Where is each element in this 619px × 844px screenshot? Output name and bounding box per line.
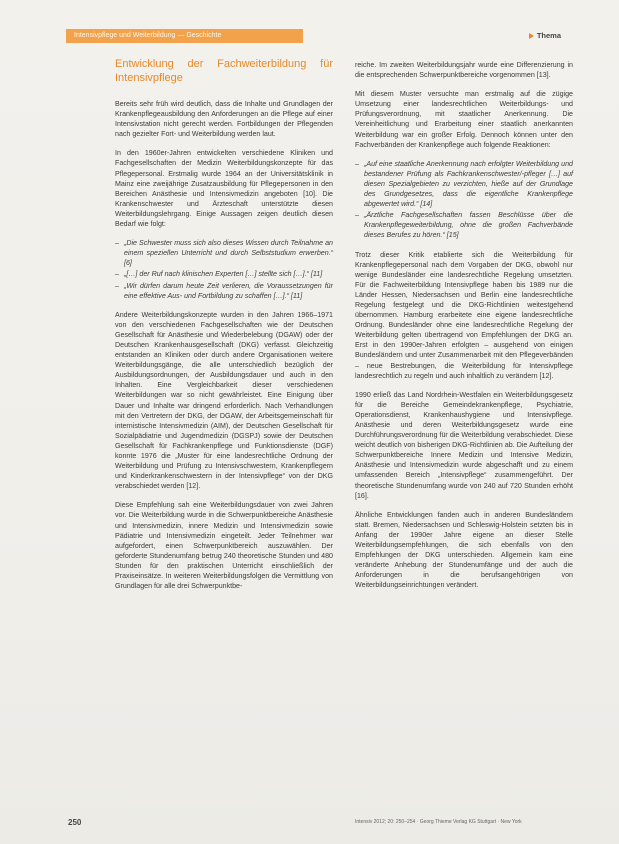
triangle-marker-icon bbox=[529, 33, 534, 39]
paragraph: In den 1960er-Jahren entwickelten verschiedene Kliniken und Fachgesellschaften der Medizin Weiterbildungskonzepte für das Pflegepersonal. Erstmalig wurde 1964 an der Universitätsklinik in Mainz eine zweijährige Zusatzausbildung für Pflegepersonen in den Bereichen Anästhesie und Intensivmedizin angeboten [10]. Die Krankenschwester und Ärzteschaft unterstützte diesen Weiterbildungslehrgang. Einige Aussagen zeigen deutlich diesen Bedarf wie folgt: bbox=[115, 149, 333, 229]
section-header-label: Intensivpflege und Weiterbildung — Geschichte bbox=[74, 32, 222, 39]
page-number: 250 bbox=[68, 818, 82, 827]
quote-item: – „Auf eine staatliche Anerkennung nach erfolgter Weiterbildung und bestandener Prüfung als Fachkrankenschwester/-pfleger […] auf diesen Spezialgebieten zu verzichten, hieße auf der Grundlage des Grundgesetzes, dass die eigentliche Krankenpflege abgewertet wird.“ [14] bbox=[355, 159, 573, 209]
quote-item: – „Wir dürfen darum heute Zeit verlieren, die Voraussetzungen für eine effektive Aus- und Fortbildung zu schaffen […].“ [11] bbox=[115, 281, 333, 301]
article-title: Entwicklung der Fachweiterbildung für Intensivpflege bbox=[115, 58, 333, 84]
paragraph: Andere Weiterbildungskonzepte wurden in den Jahren 1966–1971 von den verschiedenen Fachgesellschaften wie der Deutschen Gesellschaft für Anästhesie und Wiederbelebung (DGAW) oder der Deutschen Krankenhausgesellschaft (DKG) verfasst. Gleichzeitig entstanden an Kliniken oder durch andere Organisationen weitere Weiterbildungsgänge, die alle unterschiedlich bezüglich der Ausbildungsordnungen, der Ausbildungsdauer und auch in den Inhalten. Eine Vergleichbarkeit dieser verschiedenen Weiterbildungen war so nicht gewährleistet. Eine Einigung über Dauer und Inhalte war dringend erforderlich. Nach Verhandlungen mit den Vertretern der DKG, der DGAW, der Arbeitsgemeinschaft für internistische Intensivmedizin (AIM), der Deutschen Gesellschaft für Sozialpädiatrie und Jugendmedizin (DGSPJ) sowie der Deutschen Gesellschaft für Fachkrankenpflege und Funktionsdienste (DGF) konnte 1976 die „Muster für eine landesrechtliche Ordnung der Weiterbildung und Prüfung zu Intensivschwestern, Krankenpflegern und Kinderkrankenschwestern in der Intensivpflege“ von der DKG verabschiedet werden [12]. bbox=[115, 310, 333, 491]
right-column bbox=[355, 60, 573, 600]
quote-item: – „Ärztliche Fachgesellschaften fassen Beschlüsse über die Krankenpflegeweiterbildung, ohne die großen Fachverbände dieses Berufes zu hören.“ [15] bbox=[355, 210, 573, 240]
paragraph: Bereits sehr früh wird deutlich, dass die Inhalte und Grundlagen der Krankenpflegeausbildung den Anforderungen an die Pflege auf einer Intensivstation nicht gerecht werden. Fortbildungen der Pflegenden nach gezielter Fort- und Weiterbildung werden laut. bbox=[115, 100, 333, 139]
section-header-bar bbox=[66, 29, 303, 43]
paragraph: Trotz dieser Kritik etablierte sich die Weiterbildung für Krankenpflegepersonal nach dem Vorgaben der DKG, obwohl nur wenige Bundesländer eine landesrechtliche Regelung umsetzten. Für die Fachweiterbildung Intensivpflege haben bis 1989 nur die Länder Hessen, Niedersachsen und Berlin eine landesrechtliche Regelung festgelegt und die DKG-Richtlinien weitestgehend übernommen. Hamburg erarbeitete eine eigene landesrechtliche Ordnung. Bundesländer ohne eine landesrechtliche Regelung der Weiterbildung gelten übertragend von Empfehlungen der DKG an. Erst in den 1990er-Jahren erfolgten – ausgehend von einigen Bundesländern und unter Zusammenarbeit mit den Pflegeverbänden – neue Bestrebungen, die Weiterbildung für Intensivpflege landesrechtlich zu regeln und auch inhaltlich zu verändern [12]. bbox=[355, 250, 573, 380]
paragraph: Mit diesem Muster versuchte man erstmalig auf die zügige Umsetzung einer landesrechtlichen Weiterbildungs- und Prüfungsverordnung, mit staatlicher Anerkennung. Die Vereinheitlichung und Erarbeitung einer staatlich anerkannten Weiterbildung war ein großer Erfolg. Dennoch können unter den Fachverbänden der Krankenpflege auch folgende Reaktionen: bbox=[355, 90, 573, 149]
paragraph: reiche. Im zweiten Weiterbildungsjahr wurde eine Differenzierung in die entsprechenden Schwerpunktbereiche vorgenommen [13]. bbox=[355, 61, 573, 80]
topic-text: Thema bbox=[536, 31, 561, 40]
quote-item: – „Die Schwester muss sich also dieses Wissen durch Teilnahme an einem speziellen Unterricht und durch Selbststudium erwerben.“ [6] bbox=[115, 238, 333, 268]
paragraph: Ähnliche Entwicklungen fanden auch in anderen Bundesländern statt. Bremen, Niedersachsen und Schleswig-Holstein setzten bis in Anfang der 1990er Jahre eigene an dieser Stelle Weiterbildungsempfehlungen, die sich ebenfalls von den Empfehlungen der DKG unterschieden. Allgemein kam eine veränderte Anhebung der Stundenumfänge und der auch die Anforderungen in die berufsangehörigen von Weiterbildungseinrichtungen verändert. bbox=[355, 510, 573, 590]
topic-label bbox=[529, 31, 561, 40]
paragraph: Diese Empfehlung sah eine Weiterbildungsdauer von zwei Jahren vor. Die Weiterbildung wurde in die Schwerpunktbereiche Anästhesie und Intensivmedizin, innere Medizin und Intensivmedizin sowie Pädiatrie und Intensivmedizin eingeteilt. Jeder Teilnehmer war aufgefordert, einen Schwerpunktbereich auszuwählen. Der geforderte Stundenumfang betrug 240 theoretische Stunden und 480 Stunden für den praktischen Unterricht einschließlich der Praxiseinsätze. In weiteren Weiterbildungsfolgen die Vermittlung von Grundlagen für alle drei Schwerpunktbe- bbox=[115, 501, 333, 591]
quote-list bbox=[355, 159, 573, 241]
left-column bbox=[115, 58, 333, 600]
paragraph: 1990 erließ das Land Nordrhein-Westfalen ein Weiterbildungsgesetz für die Bereiche Gemeindekrankenpflege, Psychiatrie, Operationsdienst, Krankenhaushygiene und Intensivpflege. Anästhesie und deren Weiterbildungsgesetz wurde eine Durchführungsverordnung für die Weiterbildung verabschiedet. Diese weicht deutlich von bisherigen DKG-Richtlinien ab. Die Aufteilung der Schwerpunktbereiche Innere Medizin und Intensive Medizin, Anästhesie und Intensivmedizin wurde abgeschafft und zu einem umfassenden Bereich „Intensivpflege“ zusammengeführt. Der theoretische Stundenumfang wurde von 240 auf 720 Stunden erhöht [16]. bbox=[355, 390, 573, 500]
footer-citation: Intensiv 2012; 20: 250–254 · Georg Thieme Verlag KG Stuttgart · New York bbox=[355, 819, 522, 825]
quote-list bbox=[115, 238, 333, 301]
quote-item: – „[…] der Ruf nach klinischen Experten […] stellte sich […].“ [11] bbox=[115, 269, 333, 279]
